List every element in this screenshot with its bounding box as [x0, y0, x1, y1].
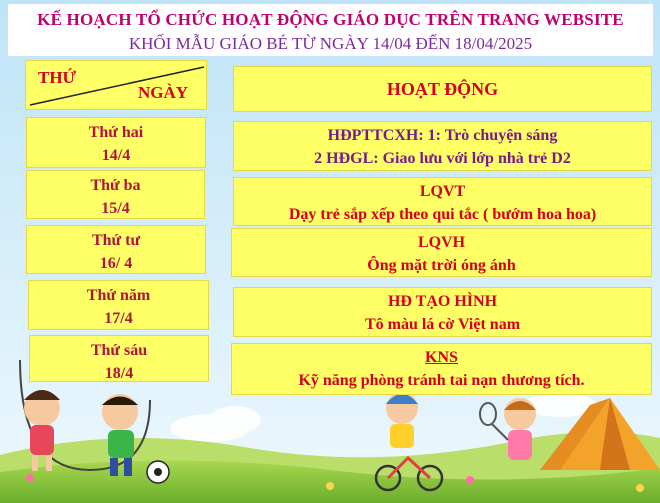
activity-line-1: KNS [425, 349, 458, 366]
activity-line-1: HĐ TẠO HÌNH [387, 293, 498, 310]
activity-cell-wednesday [231, 228, 652, 277]
header-ngay-label: NGÀY [138, 83, 189, 102]
activity-cell-tuesday [233, 177, 652, 226]
day-cell-monday [26, 117, 206, 168]
page-subtitle: KHỐI MẪU GIÁO BÉ TỪ NGÀY 14/04 ĐẾN 18/04/2025 [128, 34, 533, 53]
activity-cell-friday [231, 343, 652, 395]
activity-cell-thursday [233, 287, 652, 337]
activity-line-1: HĐPTTCXH: 1: Trò chuyện sáng [327, 127, 558, 144]
activity-line-2: Dạy trẻ sắp xếp theo qui tắc ( bướm hoa hoa) [288, 206, 597, 223]
day-name: Thứ năm [86, 287, 151, 304]
day-name: Thứ tư [91, 232, 141, 249]
header-thu-label: THỨ [38, 68, 77, 87]
activity-line-2: Tô màu lá cờ Việt nam [364, 316, 521, 333]
activity-line-1: LQVH [417, 234, 466, 251]
header-activity-label: HOẠT ĐỘNG [386, 79, 499, 99]
header-day-date-cell [25, 60, 207, 110]
day-date: 17/4 [104, 310, 133, 327]
day-date: 18/4 [104, 365, 134, 382]
page-title: KẾ HOẠCH TỔ CHỨC HOẠT ĐỘNG GIÁO DỤC TRÊN TRANG WEBSITE [37, 10, 624, 29]
day-date: 15/4 [101, 200, 130, 217]
title-banner [8, 4, 653, 56]
activity-line-2: 2 HĐGL: Giao lưu với lớp nhà trẻ D2 [314, 150, 571, 167]
day-cell-thursday [28, 280, 209, 330]
day-date: 14/4 [101, 147, 131, 164]
day-name: Thứ ba [90, 177, 141, 194]
day-cell-wednesday [26, 225, 206, 274]
activity-line-1: LQVT [419, 183, 466, 200]
day-date: 16/ 4 [99, 255, 133, 272]
day-name: Thứ hai [88, 124, 144, 141]
day-cell-tuesday [26, 170, 205, 219]
day-name: Thứ sáu [90, 342, 148, 359]
activity-line-2: Kỹ năng phòng tránh tai nạn thương tích. [298, 372, 585, 389]
header-activity-cell [233, 66, 652, 112]
day-cell-friday [29, 335, 209, 382]
activity-line-2: Ông mặt trời óng ánh [367, 257, 516, 274]
activity-cell-monday [233, 121, 652, 171]
